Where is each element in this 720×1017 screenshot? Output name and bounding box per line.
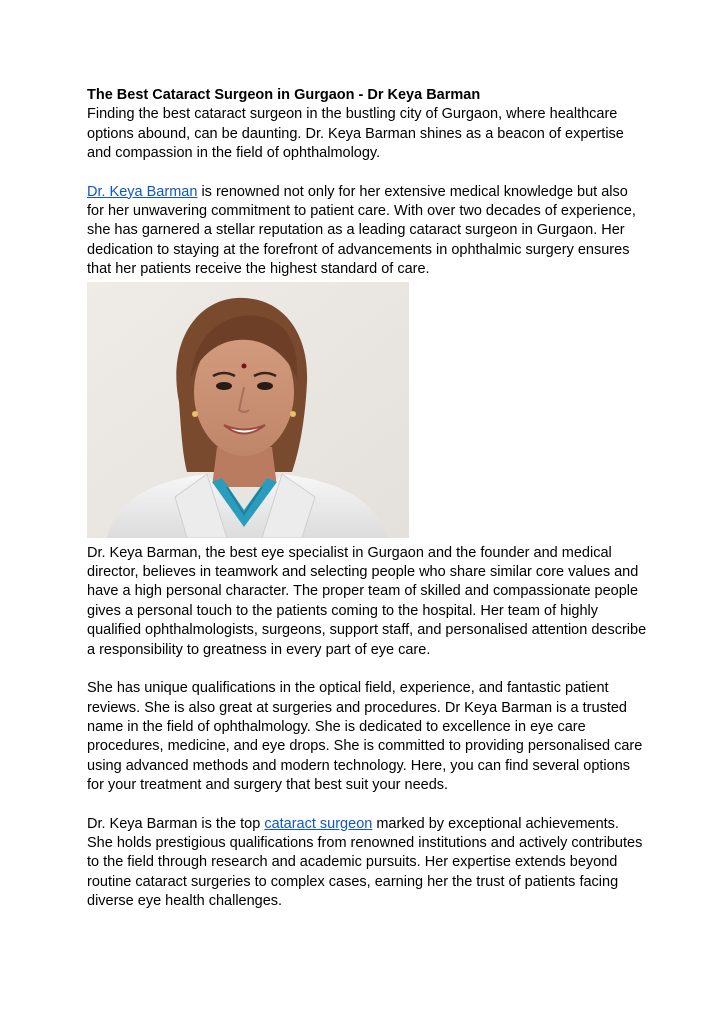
- paragraph-spacer: [87, 660, 647, 679]
- team-paragraph: Dr. Keya Barman, the best eye specialist in Gurgaon and the founder and medical director, believes in teamwork and selecting people who share similar core values and have a high personal character. The proper team of skilled and compassionate people gives a personal touch to the patients coming to the hospital. Her team of highly qualified ophthalmologists, surgeons, support staff, and personalised attention describe a responsibility to greatness in every part of eye care.: [87, 544, 647, 658]
- achievements-paragraph: [87, 815, 647, 912]
- bio-paragraph-text: is renowned not only for her extensive medical knowledge but also for her unwavering commitment to patient care. With over two decades of experience, she has garnered a stellar reputation as a leading cataract surgeon in Gurgaon. Her dedication to staying at the forefront of advancements in ophthalmic surgery ensures that her patients receive the highest standard of care.: [87, 183, 636, 278]
- bio-paragraph: [87, 183, 647, 280]
- paragraph-spacer: [87, 796, 647, 815]
- cataract-surgeon-link[interactable]: cataract surgeon: [264, 815, 373, 832]
- intro-paragraph: Finding the best cataract surgeon in the bustling city of Gurgaon, where healthcare options abound, can be daunting. Dr. Keya Barman shines as a beacon of expertise and compassion in the field of ophthalmology.: [87, 106, 624, 162]
- achievements-text-before: Dr. Keya Barman is the top: [87, 815, 265, 832]
- paragraph-spacer: [87, 164, 647, 183]
- page-title: The Best Cataract Surgeon in Gurgaon - Dr Keya Barman: [87, 87, 481, 103]
- doctor-name-link[interactable]: Dr. Keya Barman: [87, 183, 198, 200]
- achievements-text-after: marked by exceptional achievements. She holds prestigious qualifications from renowned institutions and actively contributes to the field through research and academic pursuits. Her expertise extends beyond routine cataract surgeries to complex cases, earning her the trust of patients facing diverse eye health challenges.: [87, 815, 643, 910]
- doctor-portrait-image: [87, 282, 409, 538]
- qualifications-paragraph: She has unique qualifications in the optical field, experience, and fantastic patient reviews. She is also great at surgeries and procedures. Dr Keya Barman is a trusted name in the field of ophthalmology. She is dedicated to excellence in eye care procedures, medicine, and eye drops. She is committed to providing personalised care using advanced methods and modern technology. Here, you can find several options for your treatment and surgery that best suit your needs.: [87, 680, 643, 794]
- portrait-photo-icon: [87, 282, 409, 538]
- document-body: [87, 86, 647, 912]
